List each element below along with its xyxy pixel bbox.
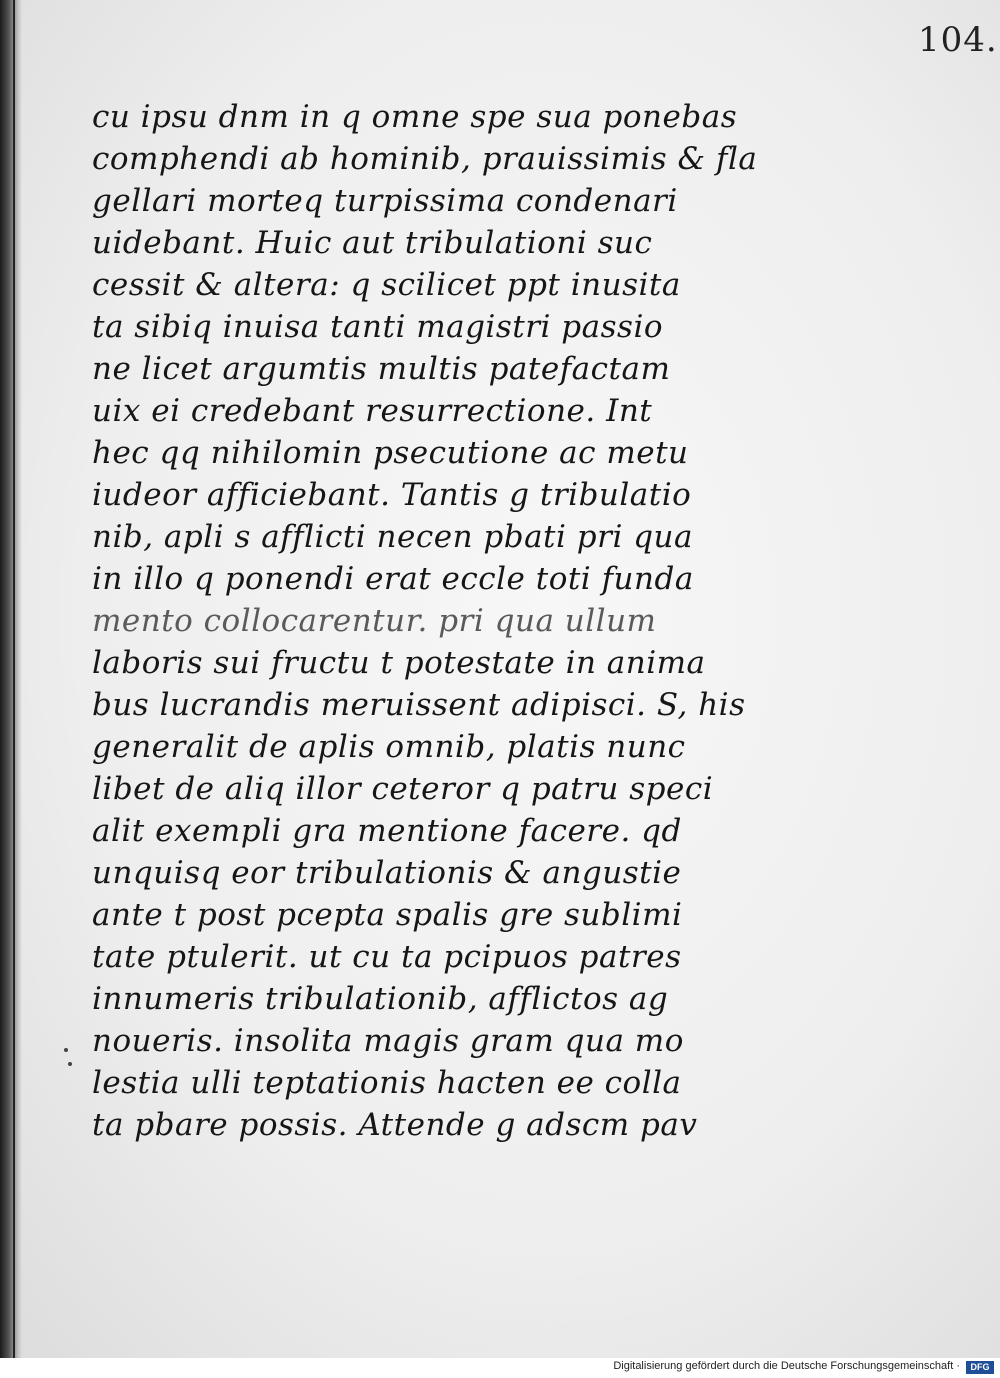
manuscript-line: ante t post pcepta spalis gre sublimi [92, 897, 683, 933]
marginal-dots [64, 1048, 74, 1058]
manuscript-text-block [92, 96, 832, 1146]
manuscript-line: cessit & altera: q scilicet ppt inusita [92, 267, 681, 303]
manuscript-line: uidebant. Huic aut tribulationi suc [92, 225, 653, 261]
manuscript-line: generalit de aplis omnib, platis nunc [92, 729, 686, 765]
manuscript-line: gellari morteq turpissima condenari [92, 183, 678, 219]
manuscript-line: unquisq eor tribulationis & angustie [92, 855, 682, 891]
manuscript-line: libet de aliq illor ceteror q patru speci [92, 771, 714, 807]
dfg-logo: DFG [966, 1361, 994, 1374]
manuscript-line: iudeor afficiebant. Tantis g tribulatio [92, 477, 692, 513]
manuscript-line: mento collocarentur. pri qua ullum [92, 603, 657, 639]
funding-credit: Digitalisierung gefördert durch die Deutsche Forschungsgemeinschaft · [613, 1360, 960, 1372]
manuscript-line: alit exempli gra mentione facere. qd [92, 813, 682, 849]
manuscript-line: in illo q ponendi erat eccle toti funda [92, 561, 694, 597]
book-spine-shadow [0, 0, 22, 1358]
manuscript-line: bus lucrandis meruissent adipisci. S, his [92, 687, 746, 723]
manuscript-line: ta pbare possis. Attende g adscm pav [92, 1107, 698, 1143]
manuscript-line: noueris. insolita magis gram qua mo [92, 1023, 684, 1059]
manuscript-line: nib, apli s afflicti necen pbati pri qua [92, 519, 694, 555]
manuscript-line: comphendi ab hominib, prauissimis & fla [92, 141, 758, 177]
manuscript-line: innumeris tribulationib, afflictos ag [92, 981, 669, 1017]
manuscript-line: tate ptulerit. ut cu ta pcipuos patres [92, 939, 682, 975]
manuscript-line: cu ipsu dnm in q omne spe sua ponebas [92, 99, 738, 135]
manuscript-line: hec qq nihilomin psecutione ac metu [92, 435, 689, 471]
gutter-line [13, 0, 15, 1358]
manuscript-line: ne licet argumtis multis patefactam [92, 351, 671, 387]
footer-bar [0, 1358, 1000, 1378]
folio-number: 104. [918, 20, 998, 60]
manuscript-line: ta sibiq inuisa tanti magistri passio [92, 309, 664, 345]
manuscript-line: uix ei credebant resurrectione. Int [92, 393, 653, 429]
manuscript-line: laboris sui fructu t potestate in anima [92, 645, 706, 681]
manuscript-line: lestia ulli teptationis hacten ee colla [92, 1065, 682, 1101]
